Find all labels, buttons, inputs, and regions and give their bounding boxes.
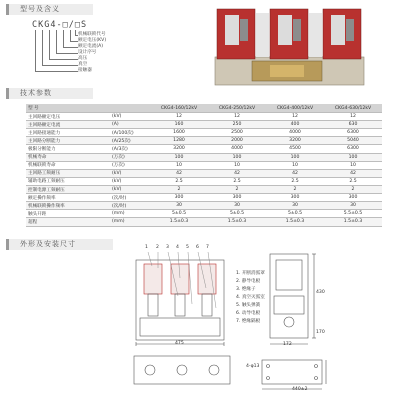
table-cell: 42 bbox=[208, 169, 266, 177]
table-cell: (kV) bbox=[110, 169, 150, 177]
table-header-cell bbox=[110, 104, 150, 113]
table-cell: 主回路工频耐压 bbox=[26, 169, 110, 177]
table-row bbox=[26, 161, 382, 169]
table-cell: (mm) bbox=[110, 218, 150, 226]
table-header-cell: CKG4-630/12kV bbox=[324, 104, 382, 113]
table-cell: 机械寿命 bbox=[26, 153, 110, 161]
table-cell: 超程 bbox=[26, 218, 110, 226]
table-cell: 机械联锁操作频率 bbox=[26, 202, 110, 210]
table-header-row bbox=[26, 104, 382, 113]
parts-item: 1. 开断消弧罩 bbox=[236, 271, 265, 276]
legend-item: 接触器 bbox=[78, 68, 92, 73]
table-cell: 30 bbox=[266, 202, 324, 210]
table-row bbox=[26, 121, 382, 129]
table-cell: 400 bbox=[266, 121, 324, 129]
table-cell: 2.5 bbox=[150, 177, 208, 185]
table-cell: 42 bbox=[150, 169, 208, 177]
table-cell: 12 bbox=[208, 113, 266, 121]
table-cell: 2 bbox=[150, 185, 208, 193]
parts-item: 3. 绝缘子 bbox=[236, 287, 256, 292]
table-cell: (A/25次) bbox=[110, 137, 150, 145]
table-header-cell: CKG4-160/12kV bbox=[150, 104, 208, 113]
table-cell: 1.5±0.3 bbox=[324, 218, 382, 226]
table-cell: (万次) bbox=[110, 153, 150, 161]
table-cell: 6300 bbox=[324, 129, 382, 137]
table-cell: 250 bbox=[208, 121, 266, 129]
legend-leader-7 bbox=[35, 30, 36, 71]
table-cell: 5040 bbox=[324, 137, 382, 145]
table-cell: 30 bbox=[208, 202, 266, 210]
table-cell: 10 bbox=[324, 161, 382, 169]
table-cell: (kV) bbox=[110, 113, 150, 121]
table-cell: 1.5±0.3 bbox=[266, 218, 324, 226]
table-row bbox=[26, 218, 382, 226]
parts-item: 5. 触头弹簧 bbox=[236, 303, 261, 308]
legend-leader-2 bbox=[70, 30, 71, 41]
table-row bbox=[26, 129, 382, 137]
table-cell: 630 bbox=[324, 121, 382, 129]
legend-item: 机械联锁代号 bbox=[78, 32, 106, 37]
table-cell: 100 bbox=[266, 153, 324, 161]
table-cell: 6300 bbox=[324, 145, 382, 153]
table-cell: 2 bbox=[266, 185, 324, 193]
table-cell: 5±0.5 bbox=[208, 210, 266, 218]
table-cell: 42 bbox=[266, 169, 324, 177]
table-cell: (A) bbox=[110, 121, 150, 129]
table-cell: 2.5 bbox=[324, 177, 382, 185]
table-cell: (万次) bbox=[110, 161, 150, 169]
table-row bbox=[26, 177, 382, 185]
table-cell: (A/3次) bbox=[110, 145, 150, 153]
table-header-cell: CKG4-400/12kV bbox=[266, 104, 324, 113]
table-cell: 10 bbox=[208, 161, 266, 169]
legend-item: 额定电压(KV) bbox=[78, 38, 107, 43]
table-cell: 300 bbox=[266, 194, 324, 202]
legend-leader-5 bbox=[49, 30, 50, 59]
table-cell: 100 bbox=[208, 153, 266, 161]
callout-number: 5 bbox=[186, 245, 189, 250]
callout-number: 7 bbox=[206, 245, 209, 250]
table-cell: 触头开距 bbox=[26, 210, 110, 218]
model-code: CKG4-□/□S bbox=[32, 20, 88, 30]
table-cell: (kV) bbox=[110, 177, 150, 185]
bottom-view-drawing bbox=[130, 350, 240, 396]
legend-leader-6 bbox=[42, 30, 43, 65]
parts-item: 2. 静导电板 bbox=[236, 279, 261, 284]
table-cell: 12 bbox=[150, 113, 208, 121]
table-cell: 12 bbox=[324, 113, 382, 121]
parts-item: 6. 动导电板 bbox=[236, 311, 261, 316]
table-cell: 2500 bbox=[208, 129, 266, 137]
table-cell: 4500 bbox=[266, 145, 324, 153]
table-cell: (次/时) bbox=[110, 194, 150, 202]
table-cell: 2.5 bbox=[208, 177, 266, 185]
table-cell: 30 bbox=[324, 202, 382, 210]
table-cell: 3200 bbox=[150, 145, 208, 153]
legend-item: 真空 bbox=[78, 62, 88, 67]
table-cell: 10 bbox=[266, 161, 324, 169]
table-cell: 辅助电路工频耐压 bbox=[26, 177, 110, 185]
table-cell: 12 bbox=[266, 113, 324, 121]
table-cell: 160 bbox=[150, 121, 208, 129]
table-cell: 2 bbox=[208, 185, 266, 193]
legend-item: 设计序号 bbox=[78, 50, 97, 55]
table-cell: 4000 bbox=[208, 145, 266, 153]
dimension-label-height: 430 bbox=[316, 290, 325, 295]
legend-item: 高压 bbox=[78, 56, 88, 61]
table-cell: 4000 bbox=[266, 129, 324, 137]
dimension-label-holes: 4-φ13 bbox=[246, 364, 260, 369]
table-cell: 1.5±0.3 bbox=[208, 218, 266, 226]
table-cell: 主回路分断能力 bbox=[26, 137, 110, 145]
table-cell: 300 bbox=[208, 194, 266, 202]
table-row bbox=[26, 153, 382, 161]
table-cell: 10 bbox=[150, 161, 208, 169]
table-cell: 3200 bbox=[266, 137, 324, 145]
table-header-cell: CKG4-250/12kV bbox=[208, 104, 266, 113]
table-cell: (次/时) bbox=[110, 202, 150, 210]
table-cell: 1.5±0.3 bbox=[150, 218, 208, 226]
legend-leader-3 bbox=[63, 30, 64, 47]
callout-number: 3 bbox=[166, 245, 169, 250]
table-row bbox=[26, 210, 382, 218]
section-title-tech: 技术参数 bbox=[20, 89, 52, 97]
legend-leader-4 bbox=[56, 30, 57, 53]
legend-item: 额定电流(A) bbox=[78, 44, 104, 49]
table-cell: (kV) bbox=[110, 185, 150, 193]
table-cell: 5±0.5 bbox=[266, 210, 324, 218]
callout-number: 1 bbox=[145, 245, 148, 250]
dimension-label-bottom-width: 440±2 bbox=[292, 387, 308, 392]
table-cell: 5.5±0.5 bbox=[324, 210, 382, 218]
table-cell: 2.5 bbox=[266, 177, 324, 185]
table-row bbox=[26, 145, 382, 153]
table-cell: 机械联锁寿命 bbox=[26, 161, 110, 169]
table-cell: 300 bbox=[324, 194, 382, 202]
table-cell: 主回路接通能力 bbox=[26, 129, 110, 137]
table-cell: 额定操作频率 bbox=[26, 194, 110, 202]
table-row bbox=[26, 185, 382, 193]
table-row bbox=[26, 169, 382, 177]
parts-item: 4. 真空灭弧室 bbox=[236, 295, 265, 300]
table-cell: 100 bbox=[150, 153, 208, 161]
table-cell: 42 bbox=[324, 169, 382, 177]
table-cell: 控制电源工频耐压 bbox=[26, 185, 110, 193]
table-cell: 30 bbox=[150, 202, 208, 210]
table-cell: 100 bbox=[324, 153, 382, 161]
table-row bbox=[26, 137, 382, 145]
table-row bbox=[26, 202, 382, 210]
dimension-label-lower: 170 bbox=[316, 330, 325, 335]
contactor-photo bbox=[212, 5, 367, 87]
table-cell: 2000 bbox=[208, 137, 266, 145]
table-row bbox=[26, 194, 382, 202]
table-header-cell: 型 号 bbox=[26, 104, 110, 113]
section-title-model: 型号及含义 bbox=[20, 5, 60, 13]
section-title-dimensions: 外形及安装尺寸 bbox=[20, 240, 76, 248]
front-view-drawing bbox=[130, 248, 230, 348]
dimension-label-side-width: 172 bbox=[283, 342, 292, 347]
side-view-drawing bbox=[262, 250, 322, 348]
table-cell: 主回路额定电流 bbox=[26, 121, 110, 129]
table-row bbox=[26, 113, 382, 121]
table-cell: 极限分断能力 bbox=[26, 145, 110, 153]
callout-number: 6 bbox=[196, 245, 199, 250]
callout-number: 4 bbox=[176, 245, 179, 250]
table-cell: 1280 bbox=[150, 137, 208, 145]
dimension-label-width: 475 bbox=[175, 341, 184, 346]
callout-number: 2 bbox=[156, 245, 159, 250]
table-cell: 主回路额定电压 bbox=[26, 113, 110, 121]
parts-item: 7. 绝缘隔板 bbox=[236, 319, 261, 324]
spec-table bbox=[26, 104, 382, 227]
table-cell: 5±0.5 bbox=[150, 210, 208, 218]
table-cell: (mm) bbox=[110, 210, 150, 218]
table-cell: 1600 bbox=[150, 129, 208, 137]
table-cell: (A/100次) bbox=[110, 129, 150, 137]
table-cell: 300 bbox=[150, 194, 208, 202]
table-cell: 2 bbox=[324, 185, 382, 193]
